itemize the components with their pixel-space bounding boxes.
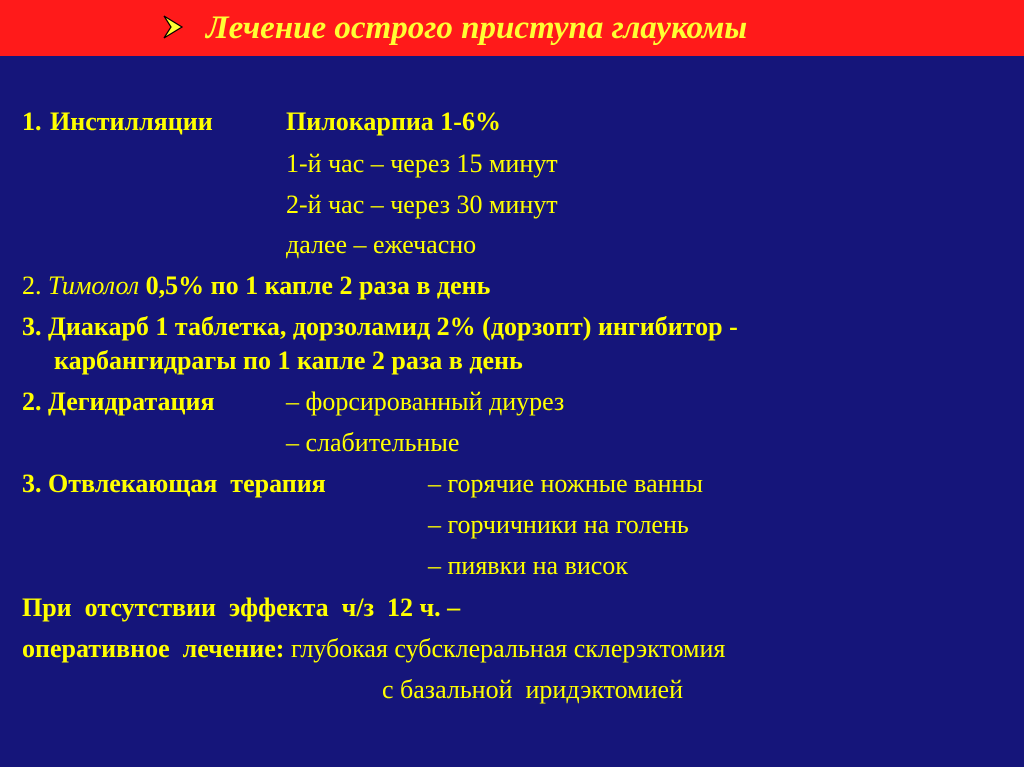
item-1-sub-3: далее – ежечасно: [286, 230, 477, 259]
item-1-sub-2: 2-й час – через 30 минут: [286, 190, 558, 219]
item-2-drug: Тимолол: [48, 271, 140, 300]
item-4-label: Дегидратация: [48, 387, 215, 416]
conclusion-line-3: с базальной иридэктомией: [382, 675, 684, 704]
item-3-line-2: карбангидрагы по 1 капле 2 раза в день: [54, 346, 523, 375]
item-1-label: Инстилляции: [50, 107, 213, 136]
item-4-heading: [22, 386, 215, 418]
conclusion-label: оперативное лечение:: [22, 634, 285, 663]
conclusion-text: глубокая субсклеральная склерэктомия: [290, 634, 726, 663]
arrow-bullet-icon: [162, 14, 184, 40]
item-4-sub-1: – форсированный диурез: [286, 387, 565, 416]
item-1-heading: [22, 106, 213, 138]
item-1-sub-1: 1-й час – через 15 минут: [286, 149, 558, 178]
conclusion-line-1: При отсутствии эффекта ч/з 12 ч. –: [22, 593, 461, 622]
item-5-sub-3: – пиявки на висок: [428, 551, 628, 580]
item-1-number: 1.: [22, 107, 42, 136]
title-bar: [0, 0, 1024, 56]
item-5-heading: [22, 468, 326, 500]
item-5-label: Отвлекающая терапия: [48, 469, 326, 498]
item-3-line-1: 3. Диакарб 1 таблетка, дорзоламид 2% (дорзопт) ингибитор -: [22, 312, 738, 341]
item-5-number: 3.: [22, 469, 42, 498]
item-4-number: 2.: [22, 387, 42, 416]
item-2: [22, 270, 490, 302]
item-1-drug: Пилокарпиа 1-6%: [286, 107, 501, 136]
item-4-sub-2: – слабительные: [286, 428, 460, 457]
item-2-dose: 0,5% по 1 капле 2 раза в день: [145, 271, 491, 300]
slide-title: Лечение острого приступа глаукомы: [206, 10, 748, 46]
conclusion-line-2: [22, 633, 725, 665]
item-5-sub-2: – горчичники на голень: [428, 510, 689, 539]
item-5-sub-1: – горячие ножные ванны: [428, 469, 703, 498]
item-2-number: 2.: [22, 271, 42, 300]
